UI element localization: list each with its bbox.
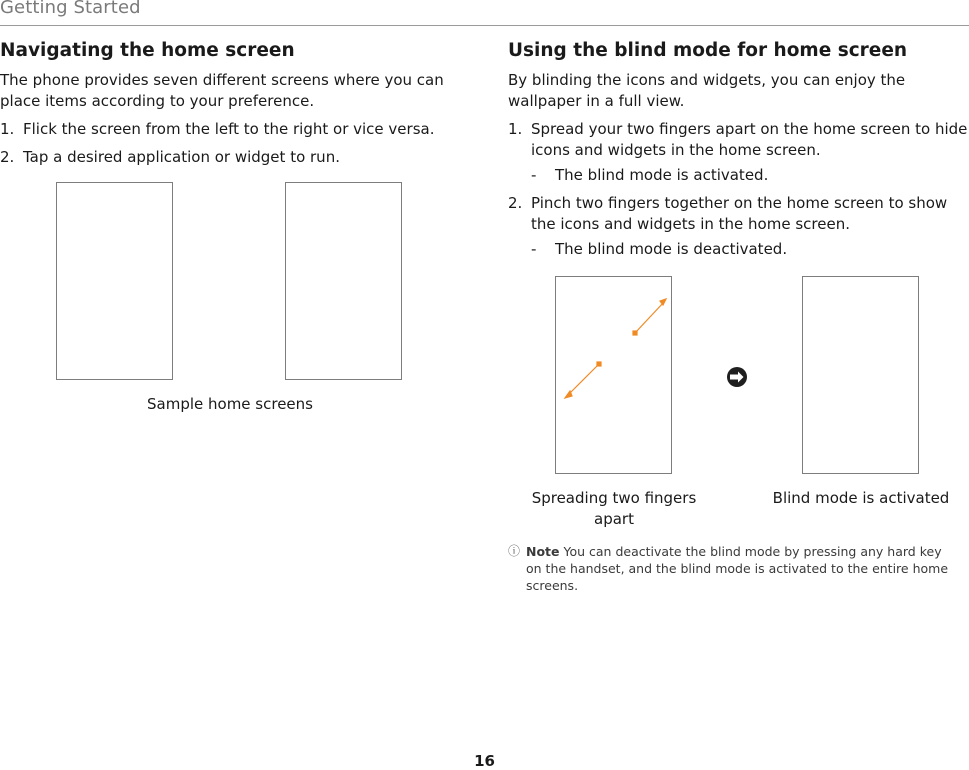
gesture-arrow-upper: [633, 299, 666, 335]
sample-home-screens-caption: Sample home screens: [147, 395, 313, 413]
note-body: [526, 543, 958, 594]
step-number: 1.: [508, 120, 523, 138]
navigating-steps: [0, 119, 460, 168]
substep-text: The blind mode is activated.: [555, 166, 769, 184]
navigating-intro: The phone provides seven different screens where you can place items according to your preference.: [0, 71, 444, 110]
spreading-fingers-screen-image: [555, 276, 672, 474]
info-circle-icon: ⓘ: [508, 544, 521, 558]
note-block: [508, 543, 958, 594]
blind-mode-heading: Using the blind mode for home screen: [508, 40, 908, 61]
step-item: [0, 119, 460, 140]
spreading-fingers-caption: Spreading two fingers apart: [531, 489, 697, 528]
step-text: Flick the screen from the left to the right or vice versa.: [23, 120, 435, 138]
spread-gesture-arrows: [556, 277, 673, 475]
step-number: 2.: [0, 148, 15, 166]
sample-home-screen-image-1: [56, 182, 173, 380]
page-number: 16: [474, 752, 495, 770]
navigating-section: [0, 40, 460, 168]
step-number: 2.: [508, 194, 523, 212]
blind-mode-activated-screen-image: [802, 276, 919, 474]
substep-dash: -: [531, 240, 537, 258]
step-item: [508, 193, 969, 235]
step-item: [0, 147, 460, 168]
note-label: Note: [526, 544, 560, 559]
blind-mode-activated-caption: Blind mode is activated: [772, 489, 950, 507]
step-substep: [531, 165, 969, 186]
substep-text: The blind mode is deactivated.: [555, 240, 788, 258]
step-text: Tap a desired application or widget to run.: [23, 148, 340, 166]
blind-mode-steps: [508, 119, 969, 260]
header-divider: [0, 25, 969, 26]
navigating-heading: Navigating the home screen: [0, 40, 295, 61]
step-text: Spread your two fingers apart on the home screen to hide icons and widgets in the home screen.: [531, 120, 968, 159]
blind-mode-intro: By blinding the icons and widgets, you can enjoy the wallpaper in a full view.: [508, 71, 906, 110]
step-substep: [531, 239, 969, 260]
blind-mode-section: [508, 40, 969, 260]
step-number: 1.: [0, 120, 15, 138]
substep-dash: -: [531, 166, 537, 184]
gesture-arrow-lower: [565, 362, 601, 398]
sample-home-screen-image-2: [285, 182, 402, 380]
note-text: You can deactivate the blind mode by pressing any hard key on the handset, and the blind mode is activated to the entire home screens.: [526, 544, 949, 593]
step-item: [508, 119, 969, 161]
section-header-title: Getting Started: [0, 0, 141, 18]
step-text: Pinch two fingers together on the home screen to show the icons and widgets in the home screen.: [531, 194, 948, 233]
next-step-arrow-icon: [726, 366, 748, 388]
